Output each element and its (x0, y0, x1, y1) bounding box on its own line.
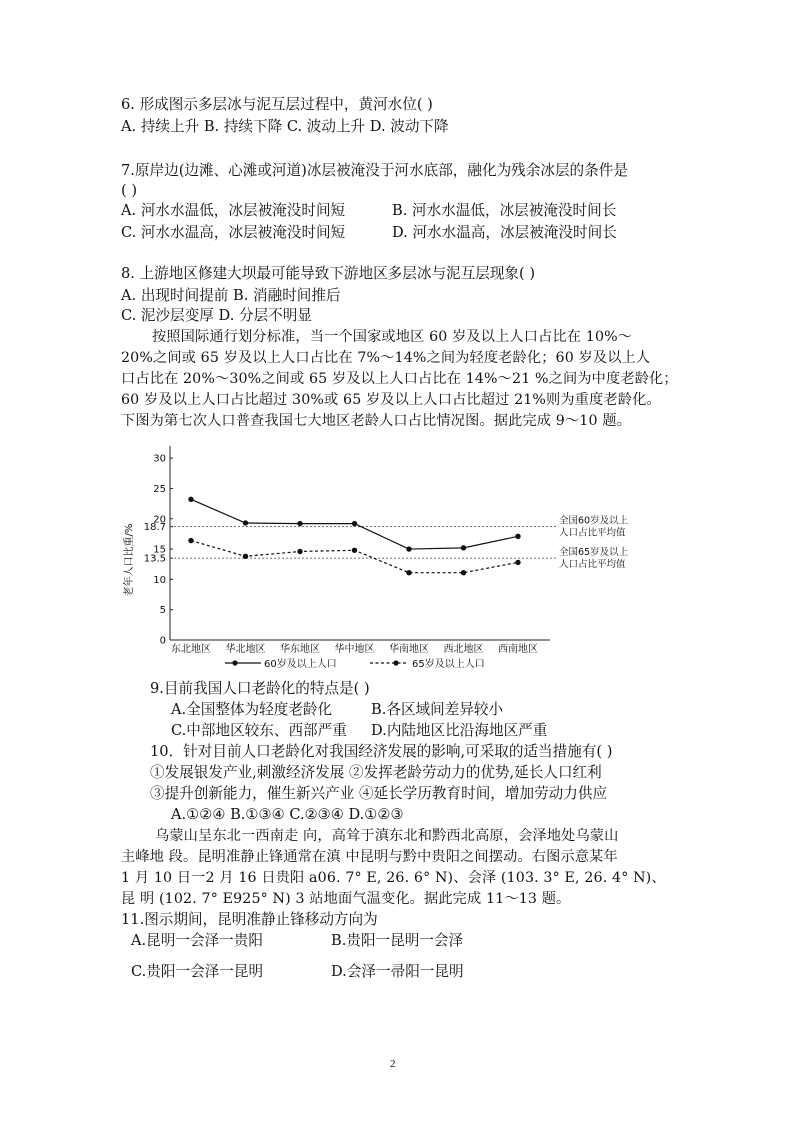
legend-marker (232, 660, 237, 665)
y-tick-label: 5 (159, 605, 166, 617)
data-point (406, 546, 411, 551)
data-point (243, 520, 248, 525)
reference-label: 全国65岁及以上 (559, 547, 628, 559)
q6-options: A. 持续上升 B. 持续下降 C. 波动上升 D. 波动下降 (121, 118, 449, 135)
q7-option-d: D. 河水水温高，冰层被淹没时间长 (392, 224, 617, 241)
data-point (515, 560, 520, 565)
q8-options-line1: A. 出现时间提前 B. 消融时间推后 (121, 287, 341, 304)
q9-stem: 9.目前我国人口老龄化的特点是( ) (150, 680, 370, 697)
data-point (297, 549, 302, 554)
q8-stem: 8. 上游地区修建大坝最可能导致下游地区多层冰与泥互层现象( ) (121, 265, 536, 282)
y-tick-label: 13.5 (143, 553, 166, 565)
y-tick-label: 30 (153, 453, 166, 465)
q7-option-c: C. 河水水温高，冰层被淹没时间短 (121, 224, 346, 241)
data-point (297, 521, 302, 526)
q11-option-d: D.会泽一帚阳一昆明 (331, 963, 464, 980)
x-tick-label: 华南地区 (389, 644, 429, 655)
x-tick-label: 西南地区 (498, 644, 538, 655)
chart-axes (170, 446, 550, 640)
reference-label: 全国60岁及以上 (559, 515, 628, 527)
q11-option-a: A.昆明一会泽一贵阳 (131, 932, 263, 949)
chart-legend (225, 657, 485, 670)
data-point (515, 534, 520, 539)
q8-options-line2: C. 泥沙层变厚 D. 分层不明显 (121, 307, 312, 324)
q9-option-a: A.全国整体为轻度老龄化 (171, 701, 333, 718)
q7-blank: ( ) (121, 182, 138, 199)
q9-option-b: B.各区域间差异较小 (371, 701, 504, 718)
data-point (406, 570, 411, 575)
data-point (352, 548, 357, 553)
q11-option-b: B.贵阳一昆明一会泽 (331, 932, 464, 949)
q10-options: A.①②④ B.①③④ C.②③④ D.①②③ (171, 806, 404, 823)
series-line (191, 541, 518, 573)
q11-stem: 11.图示期间，昆明准静止锋移动方向为 (121, 911, 378, 928)
passage1-line4: 60 岁及以上人口占比超过 30%或 65 岁及以上人口占比超过 21%则为重度老龄化。 (121, 392, 661, 408)
passage1-line1: 按照国际通行划分标准，当一个国家或地区 60 岁及以上人口占比在 10%～ (152, 329, 633, 345)
x-tick-label: 西北地区 (443, 644, 484, 655)
aging-line-chart (118, 440, 628, 672)
data-point (461, 545, 466, 550)
y-tick-label: 15 (153, 544, 166, 556)
data-point (461, 570, 466, 575)
passage1-line5: 下图为第七次人口普查我国七大地区老龄人口占比情况图。据此完成 9～10 题。 (121, 413, 631, 429)
q10-items-line1: ①发展银发产业,刺激经济发展 ②发挥老龄劳动力的优势,延长人口红利 (150, 764, 602, 781)
data-point (188, 538, 193, 543)
q10-stem: 10．针对目前人口老龄化对我国经济发展的影响,可采取的适当措施有( ) (150, 743, 613, 760)
passage2-line4: 昆 明 (102. 7° E925° N) 3 站地面气温变化。据此完成 11～13 题。 (121, 891, 571, 907)
q7-option-b: B. 河水水温低，冰层被淹没时间长 (392, 202, 617, 219)
y-tick-labels (144, 454, 166, 647)
q10-items-line2: ③提升创新能力，催生新兴产业 ④延长学历教育时间，增加劳动力供应 (150, 785, 608, 802)
q6-stem: 6. 形成图示多层冰与泥互层过程中，黄河水位( ) (121, 96, 433, 113)
q9-option-d: D.内陆地区比沿海地区严重 (371, 722, 548, 739)
y-tick-label: 10 (153, 574, 166, 586)
y-tick-label: 0 (159, 635, 166, 647)
reference-lines (170, 515, 628, 571)
q11-option-c: C.贵阳一会泽一昆明 (131, 963, 264, 980)
chart-series (188, 497, 520, 576)
legend-label: 65岁及以上人口 (412, 659, 485, 670)
y-tick-label: 18.7 (143, 522, 166, 534)
data-point (243, 554, 248, 559)
passage2-line3: 1 月 10 日一2 月 16 日贵阳 a06. 7° E, 26. 6° N)、会泽 (103. 3° E, 26. 4° N)、 (121, 870, 666, 886)
x-tick-label: 华东地区 (280, 644, 320, 655)
reference-label: 人口占比平均值 (559, 527, 626, 539)
x-tick-labels (171, 642, 538, 655)
x-tick-label: 华北地区 (225, 644, 266, 655)
data-point (188, 497, 193, 502)
x-tick-label: 东北地区 (171, 644, 211, 655)
passage1-line2: 20%之间或 65 岁及以上人口占比在 7%～14%之间为轻度老龄化；60 岁及以上人 (121, 350, 651, 366)
passage2-line1: 乌蒙山呈东北一西南走 向，高耸于滇东北和黔西北高原，会泽地处乌蒙山 (155, 828, 619, 844)
y-tick-label: 25 (153, 483, 166, 495)
page-number: 2 (390, 1058, 396, 1070)
data-point (352, 521, 357, 526)
y-axis-label: 老年人口比重/% (124, 523, 135, 597)
q7-stem: 7.原岸边(边滩、心滩或河道)冰层被淹没于河水底部，融化为残余冰层的条件是 (121, 162, 628, 179)
passage2-line2: 主峰地 段。昆明准静止锋通常在滇 中昆明与黔中贵阳之间摆动。右图示意某年 (121, 849, 618, 865)
q7-option-a: A. 河水水温低，冰层被淹没时间短 (121, 202, 346, 219)
legend-marker (393, 660, 398, 665)
legend-label: 60岁及以上人口 (264, 659, 337, 670)
y-tick-label: 20 (153, 514, 166, 526)
reference-label: 人口占比平均值 (559, 559, 626, 571)
q9-option-c: C.中部地区较东、西部严重 (171, 722, 347, 739)
x-tick-label: 华中地区 (334, 644, 375, 655)
passage1-line3: 口占比在 20%～30%之间或 65 岁及以上人口占比在 14%～21 %之间为中度老龄化； (121, 371, 678, 387)
